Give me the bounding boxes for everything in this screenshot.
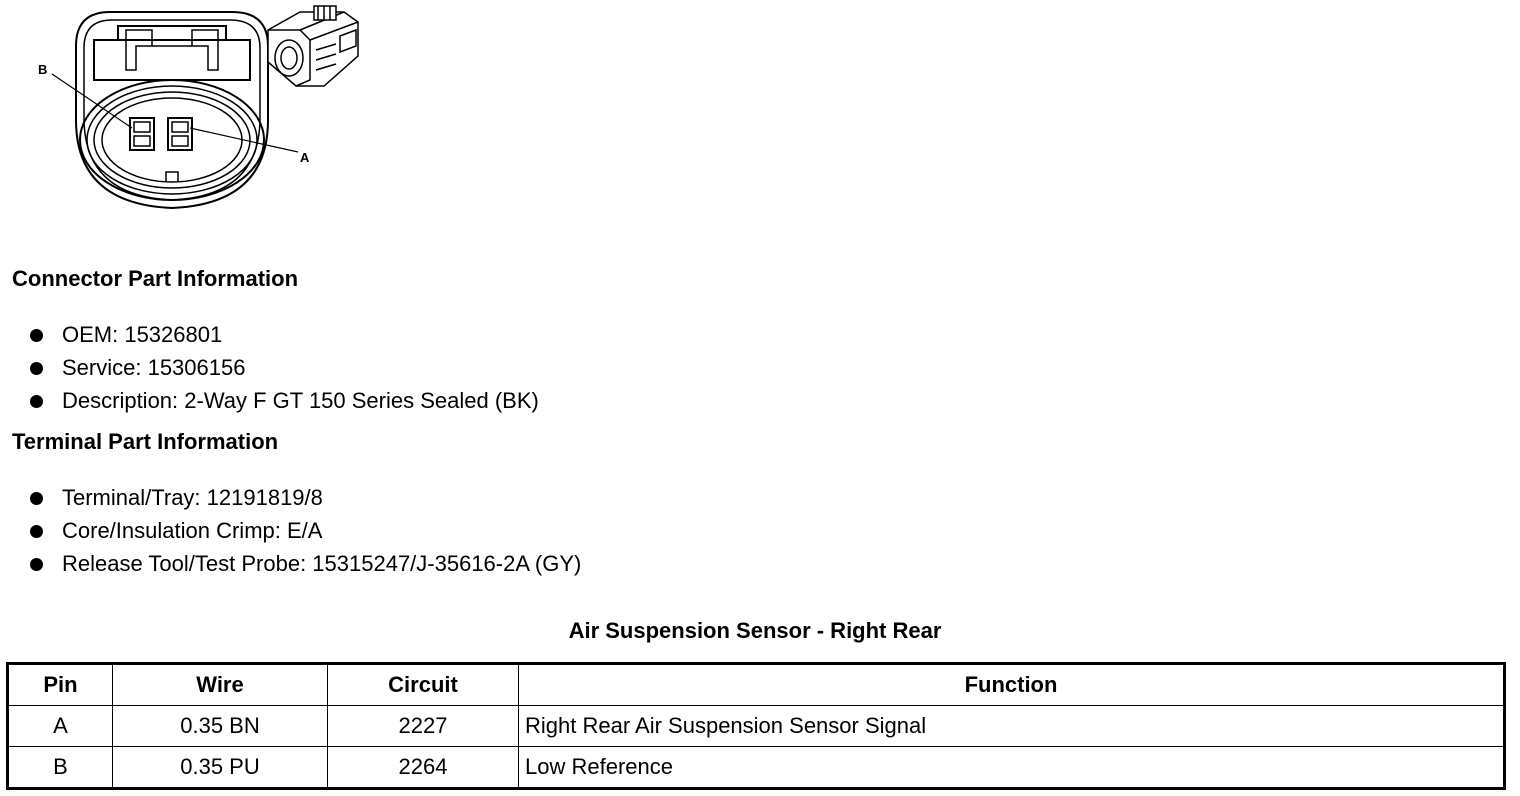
pinout-table xyxy=(6,662,1506,790)
pin-a-leader-line xyxy=(190,128,298,152)
pin-b-label: B xyxy=(38,62,48,77)
list-item xyxy=(28,318,539,351)
list-item xyxy=(28,384,539,417)
header-circuit: Circuit xyxy=(328,664,519,706)
connector-info-heading: Connector Part Information xyxy=(12,266,299,291)
cell-circuit: 2227 xyxy=(328,706,519,747)
cell-wire: 0.35 BN xyxy=(113,706,328,747)
connector-service: Service: 15306156 xyxy=(62,355,246,380)
table-row xyxy=(8,706,1505,747)
cell-pin: B xyxy=(8,747,113,789)
table-title: Air Suspension Sensor - Right Rear xyxy=(568,618,942,643)
list-item xyxy=(28,547,581,580)
cell-pin: A xyxy=(8,706,113,747)
cell-function: Right Rear Air Suspension Sensor Signal xyxy=(519,706,1505,747)
terminal-info-list xyxy=(28,481,581,580)
pin-cavity-b xyxy=(130,118,154,150)
connector-info-list xyxy=(28,318,539,417)
bullet-icon xyxy=(30,492,43,505)
table-header-row xyxy=(8,664,1505,706)
table-row xyxy=(8,747,1505,789)
terminal-release-tool: Release Tool/Test Probe: 15315247/J-35616-2A (GY) xyxy=(62,551,582,576)
bullet-icon xyxy=(30,525,43,538)
pin-cavity-a xyxy=(168,118,192,150)
cell-circuit: 2264 xyxy=(328,747,519,789)
header-wire: Wire xyxy=(113,664,328,706)
connector-oem: OEM: 15326801 xyxy=(62,322,223,347)
list-item xyxy=(28,351,539,384)
terminal-info-heading: Terminal Part Information xyxy=(12,429,279,454)
cell-function: Low Reference xyxy=(519,747,1505,789)
bullet-icon xyxy=(30,329,43,342)
pin-b-leader-line xyxy=(52,74,132,128)
cell-wire: 0.35 PU xyxy=(113,747,328,789)
header-function: Function xyxy=(519,664,1505,706)
bullet-icon xyxy=(30,362,43,375)
connector-diagram xyxy=(0,0,380,220)
connector-isometric-view xyxy=(268,6,358,86)
list-item xyxy=(28,481,581,514)
pin-a-label: A xyxy=(300,150,310,165)
terminal-tray: Terminal/Tray: 12191819/8 xyxy=(62,485,323,510)
bullet-icon xyxy=(30,395,43,408)
connector-description: Description: 2-Way F GT 150 Series Sealed (BK) xyxy=(62,388,539,413)
header-pin: Pin xyxy=(8,664,113,706)
terminal-crimp: Core/Insulation Crimp: E/A xyxy=(62,518,323,543)
bullet-icon xyxy=(30,558,43,571)
list-item xyxy=(28,514,581,547)
